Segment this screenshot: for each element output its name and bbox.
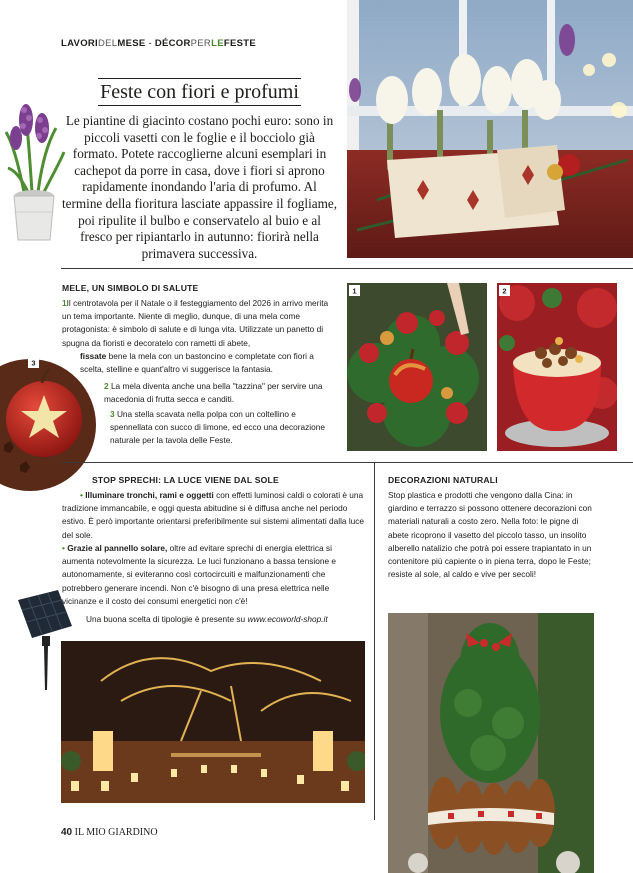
section-divider [61, 268, 633, 269]
bullet-icon: • [62, 543, 65, 553]
mele-paragraph-3 [110, 408, 339, 448]
ecoworld-link[interactable]: www.ecoworld-shop.it [247, 614, 328, 624]
solar-lights-garden-photo [61, 641, 365, 803]
rubric-part: LAVORI [61, 38, 98, 49]
mele-paragraph-1-cont [80, 350, 339, 376]
sprechi-link-intro: Una buona scelta di tipologie è presente su [86, 614, 246, 624]
mele-p3-text: Una stella scavata nella polpa con un coltellino e spennellata con succo di limone, ed ecco una decorazione naturale per la tavola delle Feste. [110, 409, 325, 446]
rubric-part: MESE [117, 38, 146, 49]
bullet-icon: • [80, 490, 83, 500]
sprechi-bullet-2 [62, 542, 366, 608]
mele-p1-bold: fissate [80, 351, 107, 361]
rubric-part: PER [190, 38, 212, 49]
decorazioni-text: Stop plastica e prodotti che vengono dalla Cina: in giardino e terrazzo si possono ottenere decorazioni con materiali naturali a costo zero. Nella foto: le pigne di abete ricoprono il vasetto del piccolo tasso, un insolito alberello natalizio che potrà poi essere trapiantato in un contenitore più capiente o in piena terra, dopo le Feste; resiste al sole, al caldo e vive per secoli! [388, 490, 592, 580]
apple-centerpiece-photo [347, 283, 487, 451]
sprechi-b1-text: con effetti luminosi caldi o colorati è una tradizione immancabile, e oggi questa abitudine si è diffusa anche nel periodo estivo. È però importante orientarsi preferibilmente sui sistemi alimentati dalla luce del sole. [62, 490, 365, 540]
rubric-part: LE [211, 38, 224, 49]
badge-1: 1 [352, 286, 357, 296]
rubric-part: DEL [97, 38, 118, 49]
hyacinth-centerpiece-photo [347, 0, 633, 258]
pinecone-tree-photo [388, 613, 594, 873]
sprechi-b1-bold: Illuminare tronchi, rami e oggetti [85, 490, 214, 500]
mele-p1-text: Il centrotavola per il Natale o il festeggiamento del 2026 in arrivo merita un tema importante. Niente di meglio, dunque, di una mela come protagonista: è simbolo di salute e di lunga vita. Utilizzate un panetto di spugna da fioristi e decoratelo con rametti di abete, [62, 298, 329, 348]
page-number: 40 [61, 827, 73, 838]
page-footer [61, 827, 158, 838]
mele-paragraph-2 [104, 380, 339, 406]
hyacinth-pot-image [2, 92, 66, 244]
mele-p2-text: La mela diventa anche una bella "tazzina" per servire una macedonia di frutta secca e canditi. [104, 381, 323, 405]
paragraph-number: 2 [104, 381, 109, 391]
sprechi-b2-bold: Grazie al pannello solare, [67, 543, 168, 553]
rubric-part: FESTE [223, 38, 256, 49]
badge-2: 2 [502, 286, 507, 296]
sprechi-bullet-1 [62, 489, 366, 542]
intro-text: Le piantine di giacinto costano pochi euro: sono in piccoli vasetti con le foglie e il bocciolo già formato. Potete raccoglierne alcuni esemplari in cachepot da porre in casa, dove i fiori si aprono rapidamente inondando l'aria di profumo. Al termine della fioritura lasciate appassire il fogliame, poi ripulite il bulbo e conservatelo al buio e al fresco per ripiantarlo in autunno: fiorirà nella primavera successiva. [62, 113, 337, 261]
rubric-separator: - [145, 38, 155, 49]
mele-paragraph-1 [62, 297, 339, 350]
section-rubric [61, 38, 256, 49]
sprechi-link-line [86, 613, 370, 626]
paragraph-number: 3 [110, 409, 115, 419]
apple-star-photo [0, 355, 100, 495]
apple-cup-photo [497, 283, 617, 451]
magazine-name: IL MIO GIARDINO [74, 827, 158, 838]
intro-title-wrap [62, 78, 337, 106]
mele-p1-text-cont: bene la mela con un bastoncino e completate con fiori a scelta, stelline e quant'altro vi suggerisce la fantasia. [80, 351, 314, 375]
mele-heading: MELE, UN SIMBOLO DI SALUTE [62, 283, 199, 293]
section-divider [61, 462, 633, 463]
column-divider [374, 462, 375, 820]
decorazioni-heading: DECORAZIONI NATURALI [388, 475, 498, 485]
sprechi-heading: STOP SPRECHI: LA LUCE VIENE DAL SOLE [92, 475, 279, 485]
sprechi-b2-text: oltre ad evitare sprechi di energia elettrica si aumenta notevolmente la sicurezza. Le luci funzionano a bassa tensione e autonomamente, si eviteranno così cortocircuiti e malfunzionamenti che potrebbero generare incendi. Non c'è bisogno di una presa elettrica nelle vicinanze e il costo dei consumi energetici non c'è! [62, 543, 336, 606]
paragraph-number: 1 [62, 298, 67, 308]
intro-title: Feste con fiori e profumi [98, 78, 301, 106]
badge-3: 3 [31, 358, 36, 368]
rubric-part: DÉCOR [154, 38, 191, 49]
